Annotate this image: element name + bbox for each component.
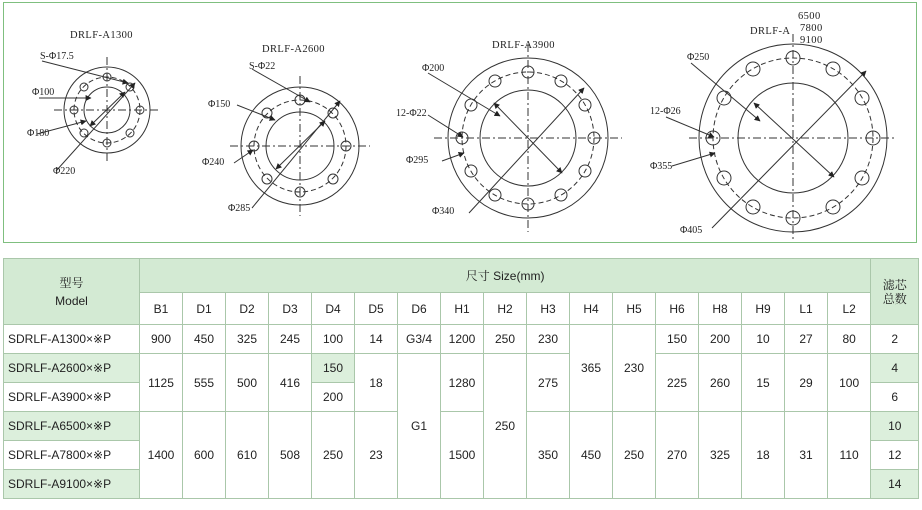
table-cell: 350: [527, 412, 570, 499]
model-cell: SDRLF-A1300×※P: [4, 325, 140, 354]
flange-drawing-a6500-9100: [666, 34, 897, 242]
drawing-title-value: 7800: [800, 23, 823, 34]
table-cell: 100: [828, 354, 871, 412]
model-cell: SDRLF-A9100×※P: [4, 470, 140, 499]
table-cell: 1125: [140, 354, 183, 412]
table-cell: 275: [527, 354, 570, 412]
model-cell: SDRLF-A7800×※P: [4, 441, 140, 470]
dimension-label: Φ355: [650, 161, 673, 172]
table-cell: 23: [355, 412, 398, 499]
table-cell: 365: [570, 325, 613, 412]
table-cell: 200: [699, 325, 742, 354]
table-cell: 230: [613, 325, 656, 412]
table-cell: 1400: [140, 412, 183, 499]
column-header: D1: [183, 293, 226, 325]
column-header: D3: [269, 293, 312, 325]
column-header: H3: [527, 293, 570, 325]
model-cell: SDRLF-A2600×※P: [4, 354, 140, 383]
table-cell: 610: [226, 412, 269, 499]
size-header: 尺寸 Size(mm): [140, 259, 871, 293]
element-count-header-2: 总数: [882, 291, 907, 306]
table-cell: 600: [183, 412, 226, 499]
drawing-title: DRLF-A1300: [70, 30, 133, 41]
dimension-label: Φ295: [406, 155, 429, 166]
dimension-label: Φ340: [432, 206, 455, 217]
count-cell: 12: [871, 441, 919, 470]
table-cell: 1200: [441, 325, 484, 354]
table-cell: 900: [140, 325, 183, 354]
specification-table: [3, 258, 919, 499]
model-header: [4, 259, 140, 325]
column-header: H8: [699, 293, 742, 325]
table-cell: 200: [312, 383, 355, 412]
column-header: D6: [398, 293, 441, 325]
table-cell: 450: [183, 325, 226, 354]
dimension-label: Φ285: [228, 203, 251, 214]
table-cell: 325: [226, 325, 269, 354]
table-cell: 500: [226, 354, 269, 412]
dimension-label: Φ220: [53, 166, 76, 177]
table-cell: 14: [355, 325, 398, 354]
dimension-label: Φ150: [208, 99, 231, 110]
drawing-title: DRLF-A3900: [492, 40, 555, 51]
table-cell: 150: [656, 325, 699, 354]
table-cell: 27: [785, 325, 828, 354]
table-cell: 150: [312, 354, 355, 383]
column-header: H4: [570, 293, 613, 325]
table-cell: 555: [183, 354, 226, 412]
table-cell: 15: [742, 354, 785, 412]
flange-drawing-a1300: [37, 57, 160, 171]
column-header: H5: [613, 293, 656, 325]
table-cell: 508: [269, 412, 312, 499]
table-cell: 10: [742, 325, 785, 354]
table-cell: 260: [699, 354, 742, 412]
table-cell: 31: [785, 412, 828, 499]
count-cell: 6: [871, 383, 919, 412]
drawing-title-value: 9100: [800, 35, 823, 46]
table-cell: 250: [613, 412, 656, 499]
element-count-header-1: 滤芯: [882, 277, 907, 292]
flange-drawing-a2600: [230, 69, 370, 216]
table-cell: 29: [785, 354, 828, 412]
flange-drawing-a3900: [428, 44, 622, 232]
table-cell: 1280: [441, 354, 484, 412]
table-cell: 18: [742, 412, 785, 499]
column-header: D2: [226, 293, 269, 325]
column-header: L2: [828, 293, 871, 325]
table-cell: 100: [312, 325, 355, 354]
table-cell: 416: [269, 354, 312, 412]
dimension-label: Φ180: [27, 128, 50, 139]
column-header: L1: [785, 293, 828, 325]
table-cell: 250: [484, 354, 527, 499]
column-header: D5: [355, 293, 398, 325]
table-cell: 230: [527, 325, 570, 354]
flange-drawings: [4, 3, 918, 244]
dimension-label: Φ100: [32, 87, 55, 98]
dimension-label: Φ240: [202, 157, 225, 168]
drawing-title: DRLF-A: [750, 26, 791, 37]
table-cell: G3/4: [398, 325, 441, 354]
model-header-cn: 型号: [59, 275, 84, 290]
dimension-label: S-Φ22: [249, 61, 276, 72]
table-cell: 250: [312, 412, 355, 499]
column-header: B1: [140, 293, 183, 325]
element-count-header: [871, 259, 919, 325]
drawing-title-value: 6500: [798, 11, 821, 22]
dimension-label: Φ200: [422, 63, 445, 74]
count-cell: 2: [871, 325, 919, 354]
dimension-label: Φ405: [680, 225, 703, 236]
table-cell: 110: [828, 412, 871, 499]
table-cell: 1500: [441, 412, 484, 499]
column-header: H6: [656, 293, 699, 325]
dimension-label: S-Φ17.5: [40, 51, 74, 62]
model-cell: SDRLF-A6500×※P: [4, 412, 140, 441]
table-cell: G1: [398, 354, 441, 499]
model-header-en: Model: [55, 293, 88, 308]
column-header: D4: [312, 293, 355, 325]
dimension-label: Φ250: [687, 52, 710, 63]
table-cell: 245: [269, 325, 312, 354]
drawings-panel: [3, 2, 917, 243]
column-header: H2: [484, 293, 527, 325]
table-cell: 450: [570, 412, 613, 499]
table-cell: 325: [699, 412, 742, 499]
table-cell: 250: [484, 325, 527, 354]
column-header: H1: [441, 293, 484, 325]
count-cell: 14: [871, 470, 919, 499]
table-cell: 18: [355, 354, 398, 412]
table-cell: 80: [828, 325, 871, 354]
table-cell: 225: [656, 354, 699, 412]
model-cell: SDRLF-A3900×※P: [4, 383, 140, 412]
column-header: H9: [742, 293, 785, 325]
drawing-title: DRLF-A2600: [262, 44, 325, 55]
count-cell: 4: [871, 354, 919, 383]
table-cell: 270: [656, 412, 699, 499]
dimension-label: 12-Φ26: [650, 106, 681, 117]
dimension-label: 12-Φ22: [396, 108, 427, 119]
count-cell: 10: [871, 412, 919, 441]
